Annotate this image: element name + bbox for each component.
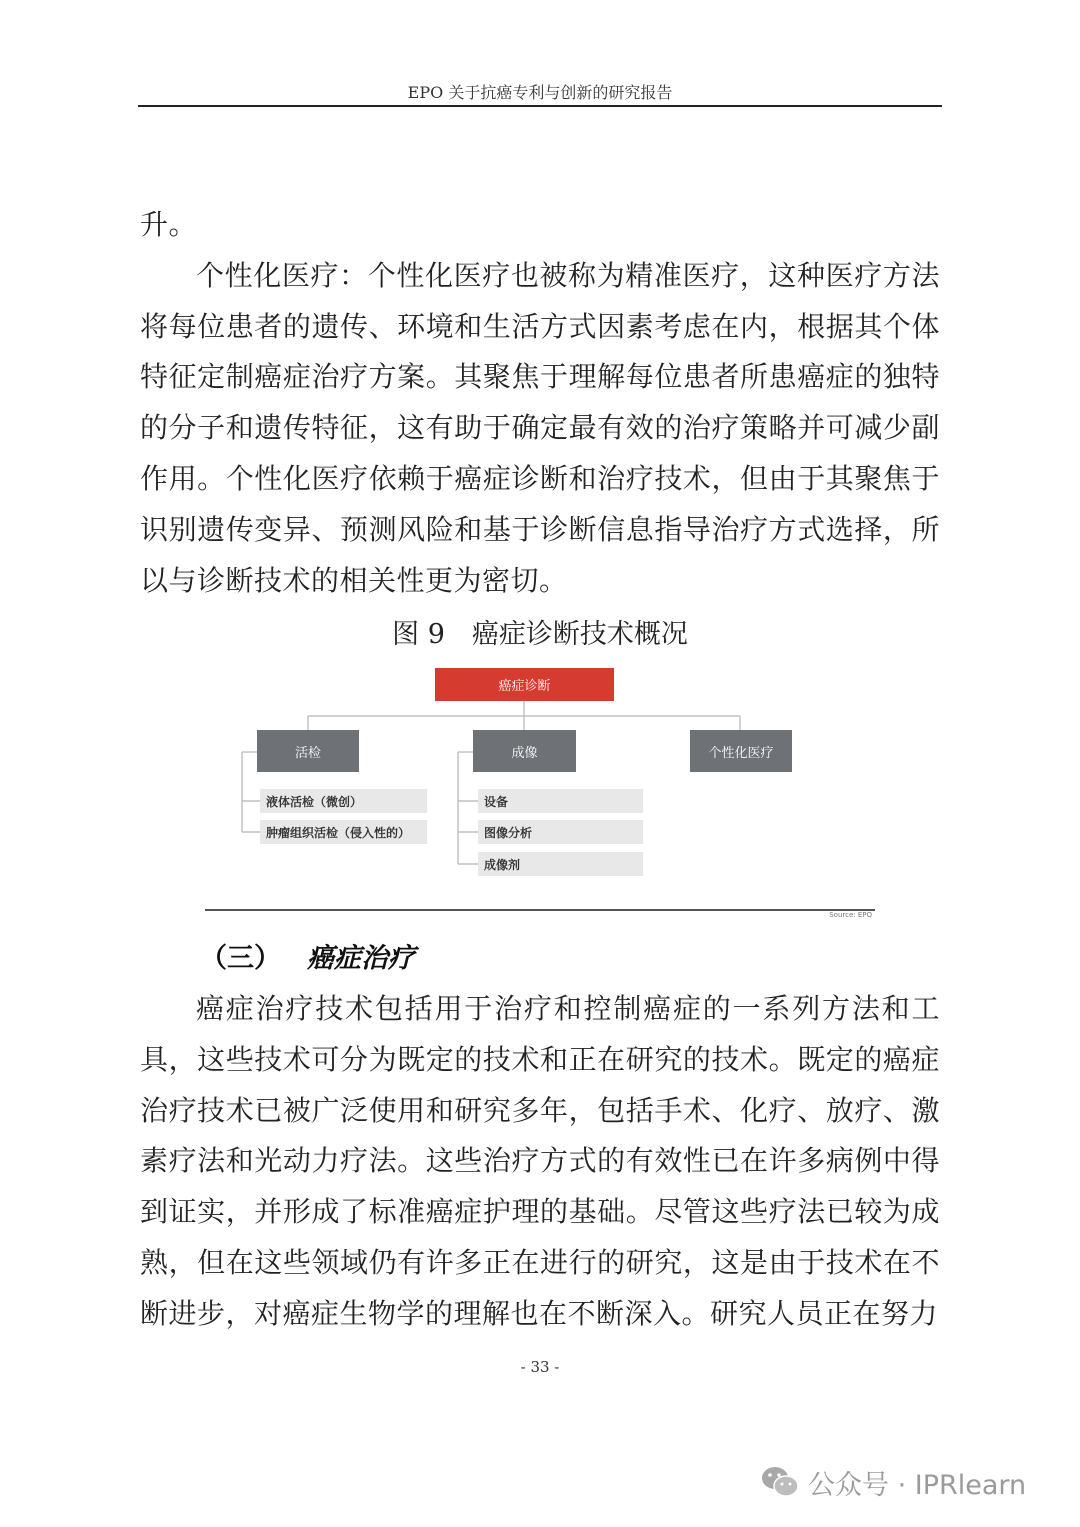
paragraph-personalized-medicine: 个性化医疗：个性化医疗也被称为精准医疗，这种医疗方法将每位患者的遗传、环境和生活方式因素考虑在内，根据其个体特征定制癌症治疗方案。其聚焦于理解每位患者所患癌症的独特的分子和遗传特征，这有助于确定最有效的治疗策略并可减少副作用。个性化医疗依赖于癌症诊断和治疗技术，但由于其聚焦于识别遗传变异、预测风险和基于诊断信息指导治疗方式选择，所以与诊断技术的相关性更为密切。 [140,258,940,597]
diagram-category-personalized-medicine: 个性化医疗 [690,730,792,772]
figure-source-rule [205,909,875,911]
watermark-text: 公众号 · IPRlearn [808,1469,1027,1501]
watermark [760,1462,1026,1502]
running-header: EPO 关于抗癌专利与创新的研究报告 [407,83,673,102]
body-text-bottom [140,984,940,1340]
diagram-leaf-imaging-agent: 成像剂 [478,852,643,876]
figure-title: 图 9 癌症诊断技术概况 [392,619,688,650]
paragraph-continuation: 升。 [140,208,198,241]
wechat-icon [760,1465,800,1499]
figure-source-note: Source: EPO [829,911,872,919]
diagram-category-imaging: 成像 [473,730,576,772]
section-number: （三） [200,943,281,974]
diagram-category-biopsy: 活检 [257,730,359,772]
diagram-root-cancer-diagnosis: 癌症诊断 [435,668,614,701]
page-number: - 33 - [520,1358,560,1376]
paragraph-cancer-treatment: 癌症治疗技术包括用于治疗和控制癌症的一系列方法和工具，这些技术可分为既定的技术和正在研究的技术。既定的癌症治疗技术已被广泛使用和研究多年，包括手术、化疗、放疗、激素疗法和光动力疗法。这些治疗方式的有效性已在许多病例中得到证实，并形成了标准癌症护理的基础。尽管这些疗法已较为成熟，但在这些领域仍有许多正在进行的研究，这是由于技术在不断进步，对癌症生物学的理解也在不断深入。研究人员正在努力 [140,992,940,1330]
diagram-leaf-equipment: 设备 [478,789,643,813]
diagram-leaf-tissue-biopsy: 肿瘤组织活检（侵入性的） [260,820,427,844]
diagram-leaf-image-analysis: 图像分析 [478,820,643,844]
diagram-leaf-liquid-biopsy: 液体活检（微创） [260,789,427,813]
section-heading [200,936,415,975]
section-title: 癌症治疗 [307,943,415,974]
